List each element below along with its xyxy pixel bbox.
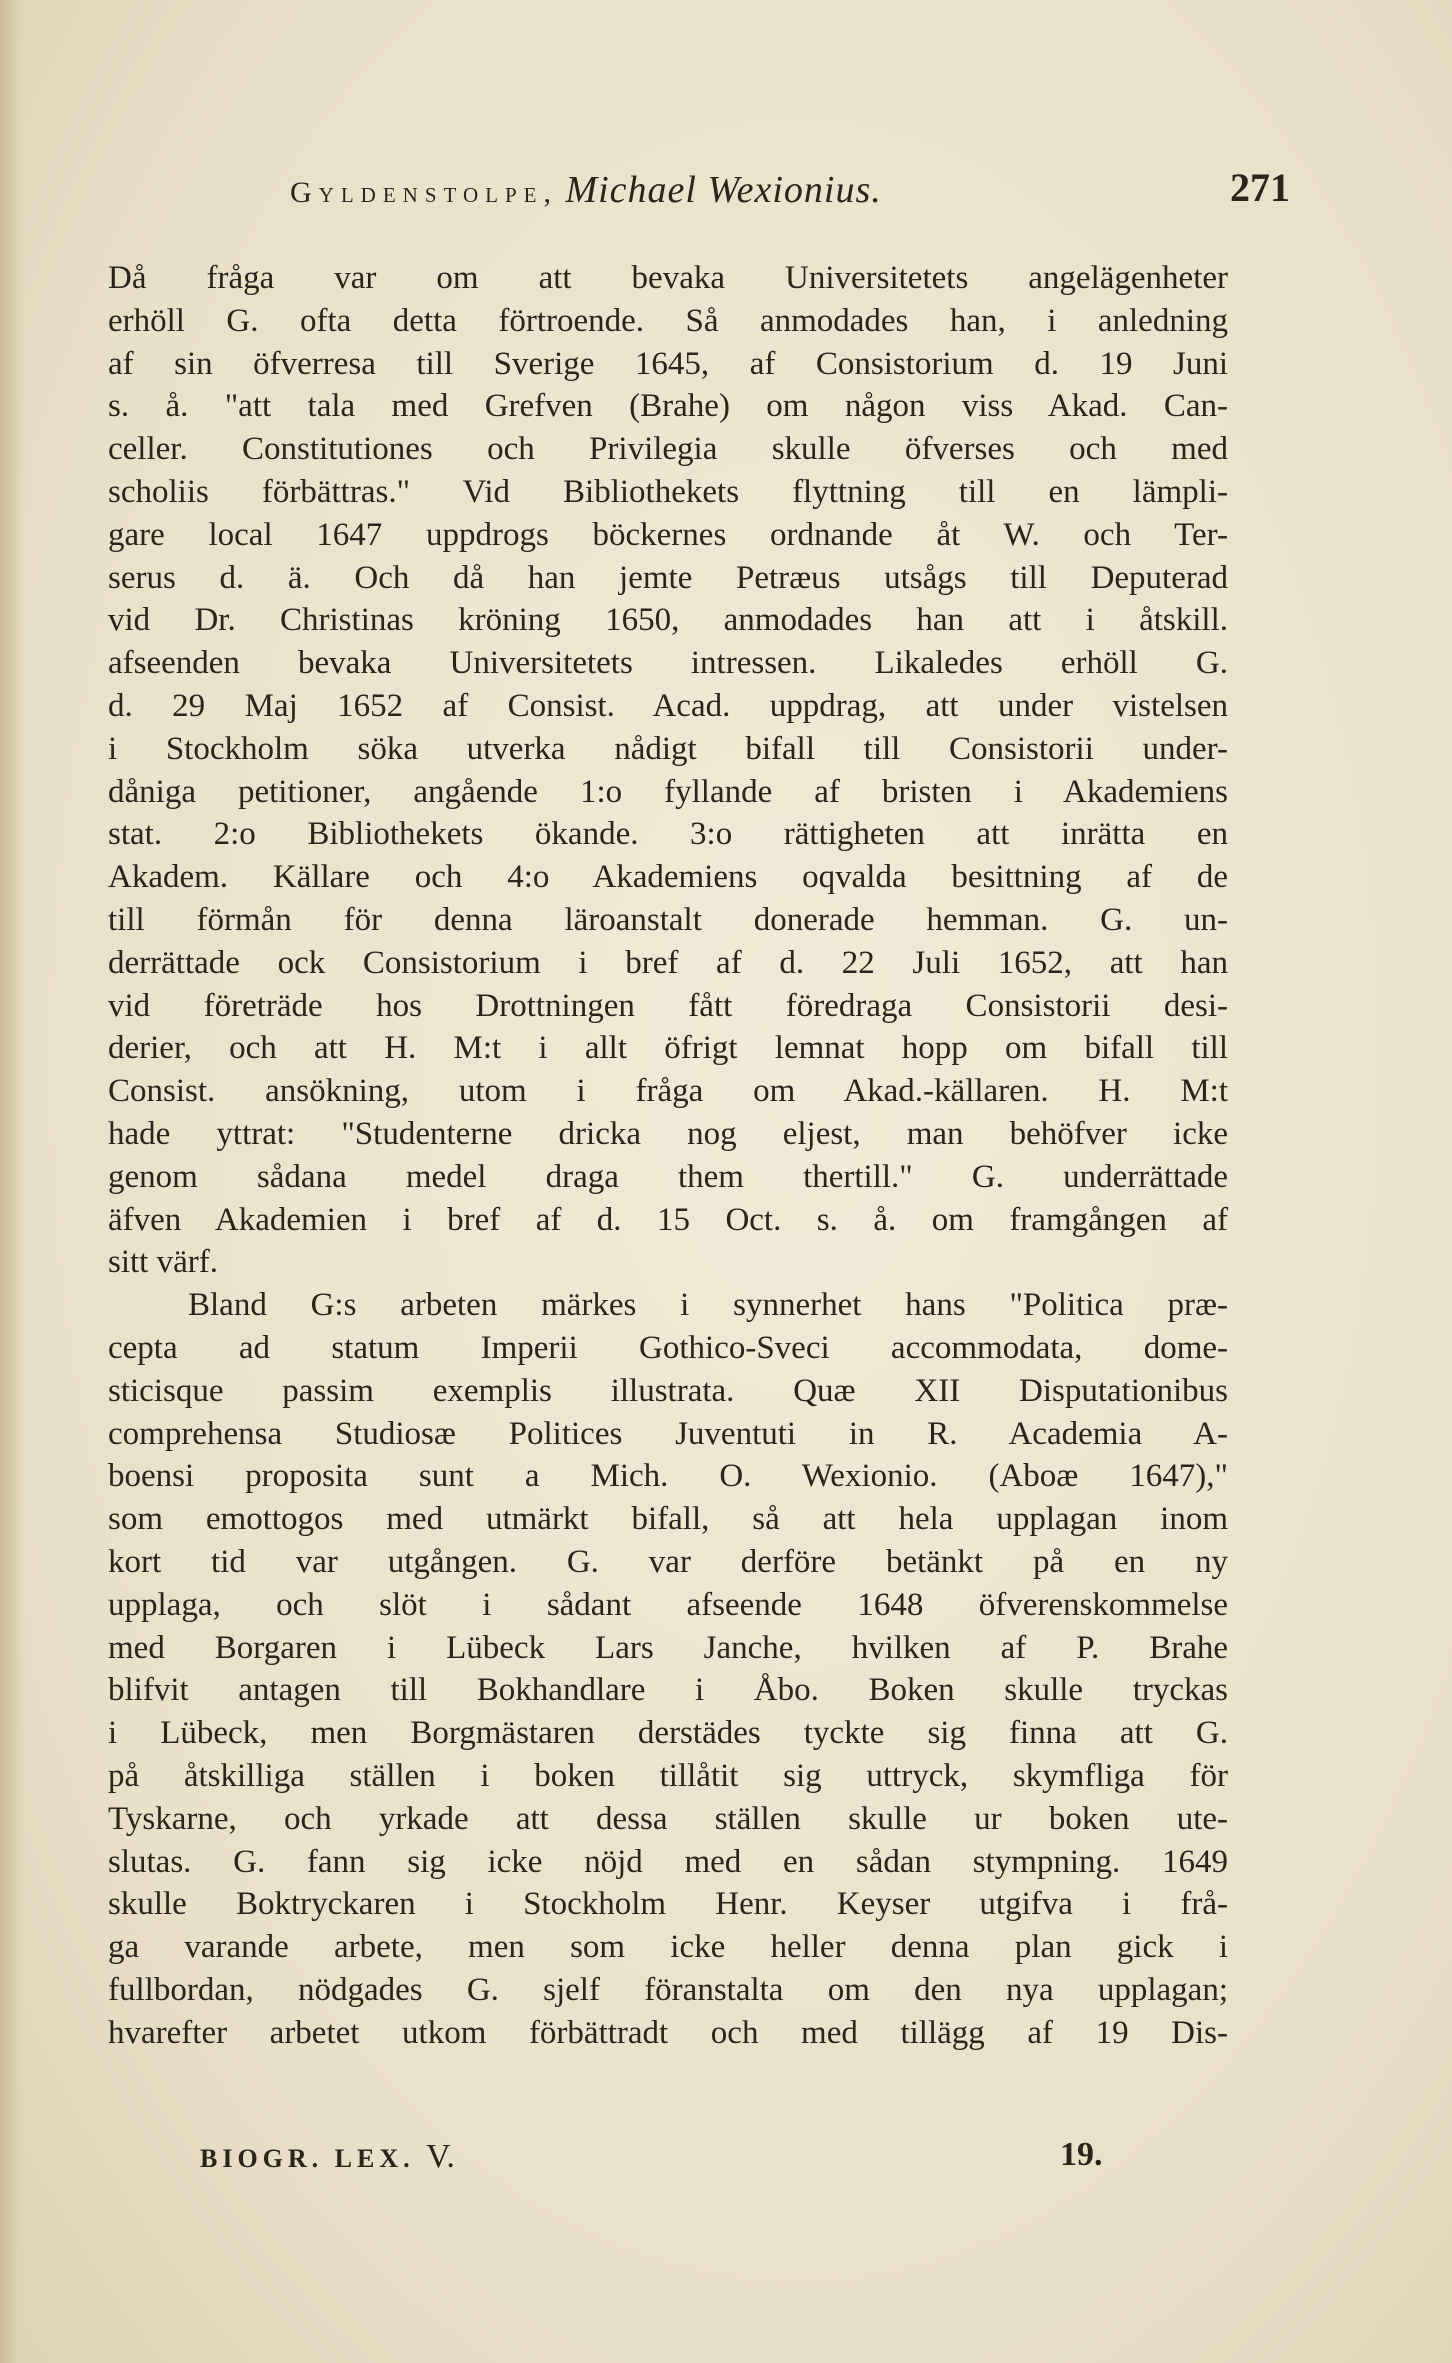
- text-line: ga varande arbete, men som icke heller denna plan gick i: [108, 1929, 1228, 1966]
- text-line: Akadem. Källare och 4:o Akademiens oqvalda besittning af de: [108, 859, 1228, 896]
- text-line: slutas. G. fann sig icke nöjd med en sådan stympning. 1649: [108, 1843, 1228, 1880]
- text-line: af sin öfverresa till Sverige 1645, af Consistorium d. 19 Juni: [108, 345, 1228, 382]
- footer-signature: [200, 2138, 455, 2176]
- text-line: cepta ad statum Imperii Gothico-Sveci accommodata, dome-: [108, 1330, 1228, 1366]
- text-line: upplaga, och slöt i sådant afseende 1648 öfverenskommelse: [108, 1586, 1228, 1623]
- text-line: comprehensa Studiosæ Politices Juventuti in R. Academia A-: [108, 1415, 1228, 1452]
- text-line: dåniga petitioner, angående 1:o fyllande af bristen i Akademiens: [108, 773, 1228, 810]
- text-line: afseenden bevaka Universitetets intressen. Likaledes erhöll G.: [108, 645, 1228, 682]
- text-line: på åtskilliga ställen i boken tillåtit sig uttryck, skymfliga för: [108, 1758, 1228, 1794]
- text-line: hade yttrat: "Studenterne dricka nog eljest, man behöfver icke: [108, 1116, 1228, 1152]
- page-footer: [200, 2138, 1160, 2182]
- text-line: scholiis förbättras." Vid Bibliothekets flyttning till en lämpli-: [108, 474, 1228, 510]
- page-header: [290, 165, 1290, 218]
- running-head-separator: ,: [543, 176, 551, 209]
- text-line: sticisque passim exemplis illustrata. Quæ XII Disputationibus: [108, 1372, 1228, 1409]
- text-line: till förmån för denna läroanstalt donerade hemman. G. un-: [108, 902, 1228, 938]
- text-line: Tyskarne, och yrkade att dessa ställen skulle ur boken ute-: [108, 1800, 1228, 1837]
- text-line: derrättade ock Consistorium i bref af d. 22 Juli 1652, att han: [108, 944, 1228, 981]
- text-line: äfven Akademien i bref af d. 15 Oct. s. å. om framgången af: [108, 1201, 1228, 1238]
- footer-signature-label: BIOGR. LEX.: [200, 2144, 415, 2173]
- footer-volume: V.: [426, 2138, 455, 2175]
- page-number: 271: [1230, 165, 1290, 210]
- text-line: boensi proposita sunt a Mich. O. Wexionio. (Aboæ 1647),": [108, 1458, 1228, 1495]
- text-line: d. 29 Maj 1652 af Consist. Acad. uppdrag, att under vistelsen: [108, 688, 1228, 724]
- page-spine-shadow: [0, 0, 26, 2363]
- text-line: vid Dr. Christinas kröning 1650, anmodades han att i åtskill.: [108, 602, 1228, 639]
- text-line: hvarefter arbetet utkom förbättradt och med tillägg af 19 Dis-: [108, 2014, 1228, 2051]
- footer-sheet-number: 19.: [1060, 2136, 1103, 2173]
- text-line: blifvit antagen till Bokhandlare i Åbo. Boken skulle tryckas: [108, 1672, 1228, 1709]
- text-line: fullbordan, nödgades G. sjelf föranstalta om den nya upplagan;: [108, 1972, 1228, 2008]
- text-line: Consist. ansökning, utom i fråga om Akad.-källaren. H. M:t: [108, 1073, 1228, 1110]
- text-line: skulle Boktryckaren i Stockholm Henr. Keyser utgifva i frå-: [108, 1886, 1228, 1923]
- text-line: i Lübeck, men Borgmästaren derstädes tyckte sig finna att G.: [108, 1715, 1228, 1752]
- text-line: Bland G:s arbeten märkes i synnerhet hans "Politica præ-: [188, 1287, 1228, 1324]
- text-line: genom sådana medel draga them thertill." G. underrättade: [108, 1158, 1228, 1195]
- text-line: som emottogos med utmärkt bifall, så att hela upplagan inom: [108, 1501, 1228, 1538]
- running-head-subject: Michael Wexionius.: [565, 169, 882, 211]
- text-line: gare local 1647 uppdrogs böckernes ordnande åt W. och Ter-: [108, 516, 1228, 553]
- text-line: Då fråga var om att bevaka Universitetets angelägenheter: [108, 260, 1228, 296]
- text-line: kort tid var utgången. G. var derföre betänkt på en ny: [108, 1544, 1228, 1580]
- text-line: vid företräde hos Drottningen fått föredraga Consistorii desi-: [108, 987, 1228, 1024]
- running-head-name: Gyldenstolpe: [290, 176, 544, 209]
- text-line: med Borgaren i Lübeck Lars Janche, hvilken af P. Brahe: [108, 1629, 1228, 1666]
- text-line: serus d. ä. Och då han jemte Petræus utsågs till Deputerad: [108, 559, 1228, 596]
- text-line: i Stockholm söka utverka nådigt bifall till Consistorii under-: [108, 730, 1228, 767]
- running-head: [290, 168, 882, 212]
- text-line: stat. 2:o Bibliothekets ökande. 3:o rättigheten att inrätta en: [108, 816, 1228, 853]
- text-line: erhöll G. ofta detta förtroende. Så anmodades han, i anledning: [108, 302, 1228, 339]
- text-line: s. å. "att tala med Grefven (Brahe) om någon viss Akad. Can-: [108, 388, 1228, 425]
- text-line: derier, och att H. M:t i allt öfrigt lemnat hopp om bifall till: [108, 1030, 1228, 1067]
- text-line: sitt värf.: [108, 1244, 218, 1281]
- text-line: celler. Constitutiones och Privilegia skulle öfverses och med: [108, 431, 1228, 468]
